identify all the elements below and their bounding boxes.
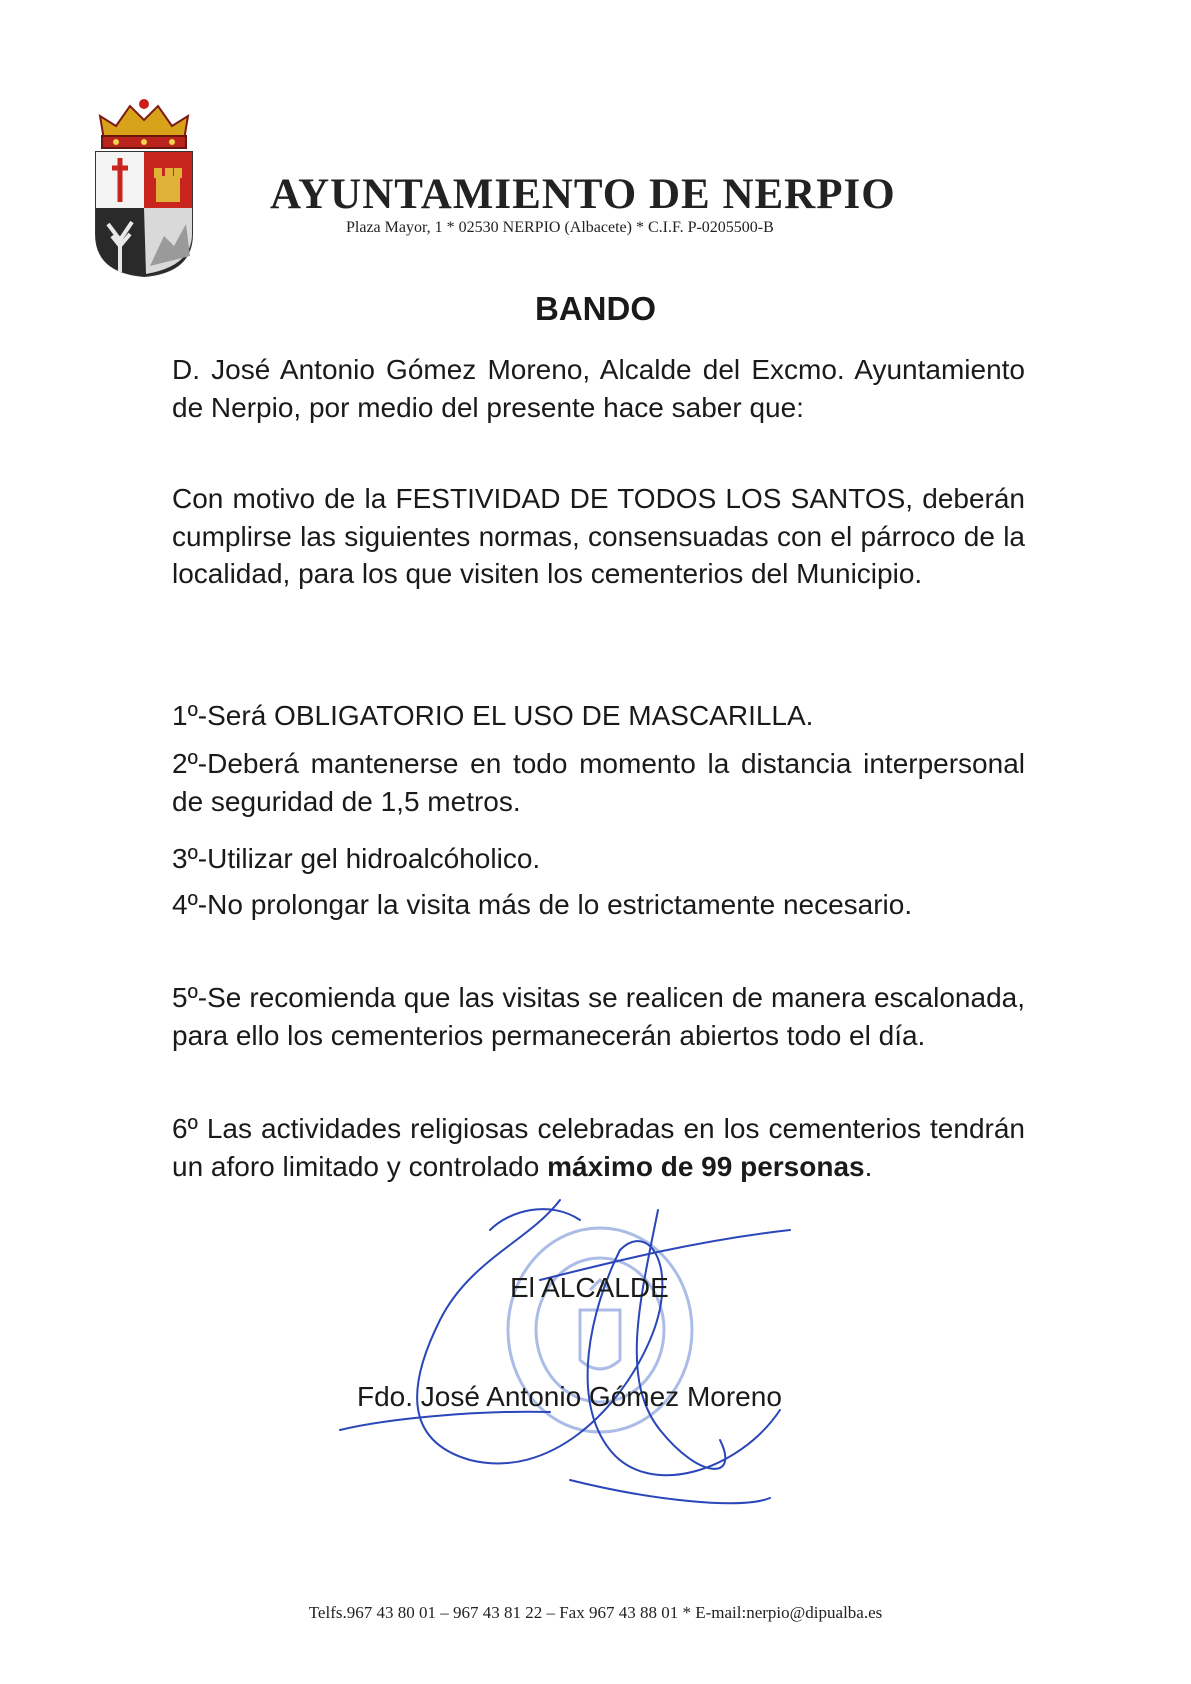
footer-contact: Telfs.967 43 80 01 – 967 43 81 22 – Fax 967 43 88 01 * E-mail:nerpio@dipualba.es — [308, 1603, 883, 1622]
organization-address: Plaza Mayor, 1 * 02530 NERPIO (Albacete) * C.I.F. P-0205500-B — [346, 219, 774, 236]
organization-title: AYUNTAMIENTO DE NERPIO — [270, 171, 896, 218]
intro-paragraph: D. José Antonio Gómez Moreno, Alcalde del Excmo. Ayuntamiento de Nerpio, por medio del presente hace saber que: — [172, 354, 1025, 423]
handwritten-signature — [320, 1180, 900, 1510]
signatory-name: Fdo. José Antonio Gómez Moreno — [357, 1381, 782, 1412]
signatory-title: El ALCALDE — [510, 1272, 669, 1303]
coat-of-arms-logo — [86, 96, 202, 278]
context-paragraph: Con motivo de la FESTIVIDAD DE TODOS LOS SANTOS, deberán cumplirse las siguientes normas, consensuadas con el párroco de la localidad, para los que visiten los cementerios del Municipio. — [172, 483, 1025, 589]
rule-2: 2º-Deberá mantenerse en todo momento la distancia interpersonal de seguridad de 1,5 metros. — [172, 748, 1025, 817]
rule-6-text: 6º Las actividades religiosas celebradas en los cementerios tendrán un aforo limitado y controlado — [172, 1113, 1025, 1182]
rule-6-end: . — [864, 1150, 873, 1182]
rule-6-capacity: máximo de 99 personas — [547, 1150, 865, 1182]
rule-5: 5º-Se recomienda que las visitas se realicen de manera escalonada, para ello los cementerios permanecerán abiertos todo el día. — [172, 982, 1025, 1051]
document-title: BANDO — [535, 290, 656, 327]
rule-3: 3º-Utilizar gel hidroalcóholico. — [172, 843, 541, 874]
rule-6 — [172, 1110, 1025, 1185]
rule-1: 1º-Será OBLIGATORIO EL USO DE MASCARILLA. — [172, 700, 814, 731]
rule-4: 4º-No prolongar la visita más de lo estrictamente necesario. — [172, 889, 913, 920]
